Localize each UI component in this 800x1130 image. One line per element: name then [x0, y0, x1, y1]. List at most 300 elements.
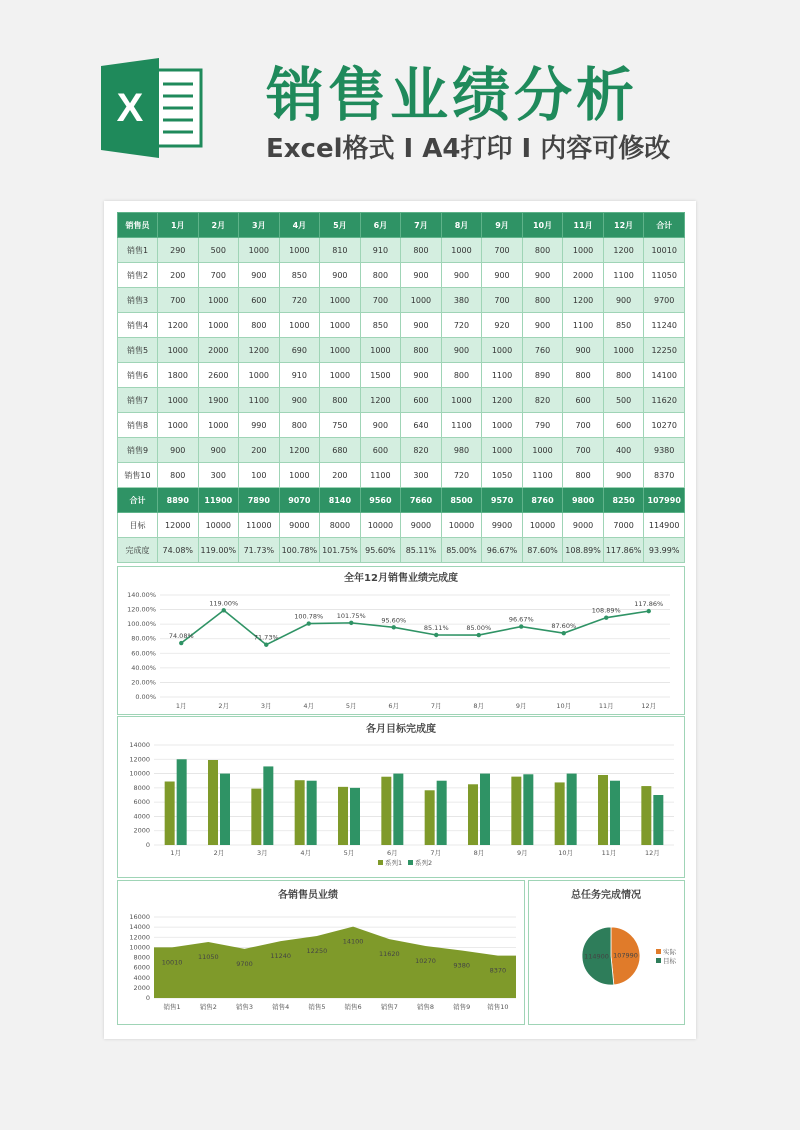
target-row: [118, 513, 685, 538]
table-cell: 1200: [603, 238, 644, 263]
y-tick-label: 12000: [129, 755, 150, 764]
table-cell: 93.99%: [644, 538, 685, 563]
table-cell: 8250: [603, 488, 644, 513]
line-point: [307, 621, 311, 625]
bar-1: [295, 780, 305, 845]
table-cell: 71.73%: [239, 538, 280, 563]
x-tick-label: 销售6: [344, 1003, 362, 1011]
table-cell: 1100: [522, 463, 563, 488]
table-cell: 800: [441, 363, 482, 388]
table-cell: 1900: [198, 388, 239, 413]
x-tick-label: 4月: [303, 702, 315, 710]
x-tick-label: 销售5: [308, 1003, 326, 1011]
x-tick-label: 10月: [558, 849, 574, 857]
table-cell: 900: [320, 263, 361, 288]
table-cell: 700: [563, 413, 604, 438]
line-point: [349, 621, 353, 625]
table-cell: 10000: [198, 513, 239, 538]
table-cell: 10010: [644, 238, 685, 263]
bar-2: [480, 774, 490, 845]
table-cell: 900: [563, 338, 604, 363]
column-header: 9月: [482, 213, 523, 238]
legend-label: 实际: [663, 948, 676, 956]
area-data-label: 8370: [489, 966, 507, 975]
table-cell: 1000: [279, 313, 320, 338]
column-header: 3月: [239, 213, 280, 238]
area-data-label: 14100: [342, 937, 364, 946]
bar-2: [307, 781, 317, 845]
table-cell: 290: [158, 238, 199, 263]
table-cell: 销售1: [118, 238, 158, 263]
y-tick-label: 2000: [133, 983, 150, 992]
page-title: 销售业绩分析: [266, 61, 639, 129]
table-cell: 销售4: [118, 313, 158, 338]
bar-1: [338, 787, 348, 845]
x-tick-label: 6月: [388, 702, 400, 710]
page-subtitle: Excel格式 I A4打印 I 内容可修改: [266, 134, 671, 164]
table-cell: 销售8: [118, 413, 158, 438]
y-tick-label: 6000: [133, 798, 150, 807]
table-cell: 95.60%: [360, 538, 401, 563]
line-data-label: 87.60%: [551, 622, 577, 631]
table-cell: 900: [522, 263, 563, 288]
line-data-label: 74.08%: [168, 632, 194, 641]
bar-1: [381, 777, 391, 845]
line-chart: [118, 567, 684, 714]
bar-2: [177, 759, 187, 845]
table-cell: 400: [603, 438, 644, 463]
area-chart-title: 各销售员业绩: [278, 890, 338, 901]
table-cell: 500: [603, 388, 644, 413]
table-cell: 920: [482, 313, 523, 338]
table-cell: 800: [360, 263, 401, 288]
column-header: 1月: [158, 213, 199, 238]
bar-2: [567, 774, 577, 845]
table-cell: 96.67%: [482, 538, 523, 563]
table-cell: 700: [482, 288, 523, 313]
table-cell: 700: [198, 263, 239, 288]
table-cell: 1000: [441, 388, 482, 413]
table-cell: 900: [239, 263, 280, 288]
table-cell: 900: [603, 288, 644, 313]
y-tick-label: 60.00%: [131, 649, 156, 658]
line-data-label: 71.73%: [253, 633, 279, 642]
legend-swatch: [656, 949, 661, 954]
table-cell: 2000: [563, 263, 604, 288]
line-data-label: 117.86%: [634, 600, 664, 609]
table-cell: 200: [239, 438, 280, 463]
table-cell: 690: [279, 338, 320, 363]
x-tick-label: 7月: [430, 702, 442, 710]
table-cell: 800: [563, 463, 604, 488]
y-tick-label: 80.00%: [131, 634, 156, 643]
column-header: 11月: [563, 213, 604, 238]
table-cell: 850: [360, 313, 401, 338]
table-cell: 900: [401, 313, 442, 338]
table-cell: 700: [360, 288, 401, 313]
table-cell: 8890: [158, 488, 199, 513]
pie-data-label: 107990: [613, 951, 638, 960]
table-cell: 12000: [158, 513, 199, 538]
table-cell: 100.78%: [279, 538, 320, 563]
line-point: [434, 633, 438, 637]
area-chart-panel: [117, 880, 525, 1025]
area-data-label: 10010: [161, 958, 183, 967]
line-data-label: 101.75%: [336, 611, 366, 620]
line-point: [392, 625, 396, 629]
x-tick-label: 销售2: [199, 1003, 217, 1011]
bar-1: [208, 760, 218, 845]
y-tick-label: 8000: [133, 953, 150, 962]
table-cell: 1000: [279, 463, 320, 488]
table-cell: 1100: [360, 463, 401, 488]
area-data-label: 11240: [270, 952, 292, 961]
table-cell: 9800: [563, 488, 604, 513]
table-cell: 9000: [279, 513, 320, 538]
table-cell: 1200: [482, 388, 523, 413]
line-data-label: 85.11%: [423, 623, 449, 632]
pie-chart-title: 总任务完成情况: [571, 890, 641, 901]
table-cell: 11900: [198, 488, 239, 513]
table-cell: 900: [401, 263, 442, 288]
x-tick-label: 11月: [601, 849, 617, 857]
table-cell: 1100: [563, 313, 604, 338]
table-cell: 720: [441, 313, 482, 338]
table-cell: 1000: [482, 438, 523, 463]
table-cell: 12250: [644, 338, 685, 363]
table-cell: 1000: [482, 338, 523, 363]
line-point: [222, 608, 226, 612]
table-cell: 1000: [320, 288, 361, 313]
table-cell: 1000: [158, 338, 199, 363]
table-cell: 810: [320, 238, 361, 263]
bar-2: [393, 774, 403, 845]
table-cell: 820: [401, 438, 442, 463]
table-cell: 800: [401, 338, 442, 363]
table-cell: 800: [563, 363, 604, 388]
table-cell: 910: [279, 363, 320, 388]
table-cell: 9070: [279, 488, 320, 513]
bar-2: [263, 766, 273, 845]
x-tick-label: 销售9: [453, 1003, 471, 1011]
table-cell: 9570: [482, 488, 523, 513]
table-cell: 300: [401, 463, 442, 488]
table-row: [118, 463, 685, 488]
hero-banner: [0, 0, 800, 200]
table-cell: 800: [239, 313, 280, 338]
x-tick-label: 销售8: [416, 1003, 435, 1011]
x-tick-label: 9月: [515, 702, 527, 710]
table-cell: 8000: [320, 513, 361, 538]
x-tick-label: 3月: [260, 702, 272, 710]
table-cell: 9900: [482, 513, 523, 538]
table-cell: 1100: [603, 263, 644, 288]
area-data-label: 11050: [197, 953, 219, 962]
x-tick-label: 2月: [218, 702, 230, 710]
table-cell: 800: [522, 238, 563, 263]
rate-row: [118, 538, 685, 563]
table-cell: 8500: [441, 488, 482, 513]
table-cell: 900: [441, 338, 482, 363]
table-cell: 1000: [603, 338, 644, 363]
table-cell: 800: [401, 238, 442, 263]
excel-icon: [101, 58, 205, 158]
table-cell: 900: [401, 363, 442, 388]
table-cell: 销售3: [118, 288, 158, 313]
x-tick-label: 12月: [644, 849, 660, 857]
table-cell: 100: [239, 463, 280, 488]
table-cell: 1000: [441, 238, 482, 263]
area-data-label: 11620: [378, 950, 400, 959]
table-cell: 1050: [482, 463, 523, 488]
legend-label: 系列1: [385, 859, 403, 867]
table-cell: 1000: [320, 338, 361, 363]
table-row: [118, 263, 685, 288]
table-cell: 10000: [360, 513, 401, 538]
column-header: 5月: [320, 213, 361, 238]
area-data-label: 12250: [306, 946, 328, 955]
table-cell: 720: [441, 463, 482, 488]
table-cell: 640: [401, 413, 442, 438]
bar-2: [350, 788, 360, 845]
y-tick-label: 14000: [129, 741, 150, 749]
table-cell: 1000: [158, 413, 199, 438]
y-tick-label: 4000: [133, 812, 150, 821]
line-chart-title: 全年12月销售业绩完成度: [344, 573, 458, 584]
table-cell: 2600: [198, 363, 239, 388]
table-cell: 900: [441, 263, 482, 288]
x-tick-label: 销售4: [272, 1003, 290, 1011]
x-tick-label: 5月: [343, 849, 355, 857]
table-cell: 1000: [401, 288, 442, 313]
table-cell: 1200: [360, 388, 401, 413]
table-cell: 10000: [522, 513, 563, 538]
line-point: [519, 624, 523, 628]
table-cell: 790: [522, 413, 563, 438]
total-row: [118, 488, 685, 513]
y-tick-label: 4000: [133, 973, 150, 982]
legend-label: 目标: [663, 957, 676, 965]
table-cell: 8140: [320, 488, 361, 513]
column-header: 8月: [441, 213, 482, 238]
x-tick-label: 3月: [257, 849, 268, 857]
table-cell: 10270: [644, 413, 685, 438]
table-cell: 600: [563, 388, 604, 413]
table-cell: 900: [198, 438, 239, 463]
bar-2: [437, 781, 447, 845]
table-row: [118, 388, 685, 413]
y-tick-label: 14000: [129, 923, 150, 932]
table-cell: 14100: [644, 363, 685, 388]
y-tick-label: 100.00%: [127, 620, 156, 629]
table-cell: 11620: [644, 388, 685, 413]
y-tick-label: 10000: [129, 943, 150, 952]
table-cell: 117.86%: [603, 538, 644, 563]
line-point: [179, 641, 183, 645]
table-cell: 87.60%: [522, 538, 563, 563]
pie-data-label: 114900: [584, 952, 609, 961]
table-cell: 1000: [522, 438, 563, 463]
x-tick-label: 4月: [300, 849, 311, 857]
table-cell: 1000: [563, 238, 604, 263]
table-cell: 107990: [644, 488, 685, 513]
table-cell: 1100: [441, 413, 482, 438]
table-cell: 1000: [360, 338, 401, 363]
table-cell: 900: [603, 463, 644, 488]
table-cell: 800: [603, 363, 644, 388]
table-row: [118, 338, 685, 363]
table-cell: 900: [158, 438, 199, 463]
table-cell: 销售7: [118, 388, 158, 413]
table-cell: 101.75%: [320, 538, 361, 563]
table-row: [118, 363, 685, 388]
table-cell: 990: [239, 413, 280, 438]
table-cell: 9000: [401, 513, 442, 538]
table-cell: 9560: [360, 488, 401, 513]
table-cell: 1200: [563, 288, 604, 313]
table-cell: 820: [522, 388, 563, 413]
legend-swatch: [408, 860, 413, 865]
table-row: [118, 413, 685, 438]
table-cell: 7000: [603, 513, 644, 538]
table-cell: 1800: [158, 363, 199, 388]
line-point: [604, 615, 608, 619]
column-header: 7月: [401, 213, 442, 238]
table-cell: 1000: [158, 388, 199, 413]
table-cell: 1000: [482, 413, 523, 438]
bar-1: [425, 790, 435, 845]
table-cell: 1000: [320, 313, 361, 338]
table-header-row: [118, 213, 685, 238]
x-tick-label: 销售1: [163, 1003, 181, 1011]
table-cell: 114900: [644, 513, 685, 538]
x-tick-label: 8月: [473, 849, 485, 857]
line-data-label: 119.00%: [209, 599, 239, 608]
table-cell: 85.11%: [401, 538, 442, 563]
bar-2: [220, 774, 230, 845]
line-series: [181, 610, 649, 644]
y-tick-label: 12000: [129, 933, 150, 942]
table-cell: 11000: [239, 513, 280, 538]
legend-label: 系列2: [415, 859, 433, 867]
y-tick-label: 140.00%: [127, 591, 156, 599]
table-cell: 108.89%: [563, 538, 604, 563]
x-tick-label: 销售10: [487, 1003, 509, 1011]
table-cell: 380: [441, 288, 482, 313]
table-cell: 980: [441, 438, 482, 463]
bar-2: [523, 774, 533, 845]
table-cell: 760: [522, 338, 563, 363]
table-cell: 1000: [198, 413, 239, 438]
table-cell: 800: [158, 463, 199, 488]
table-row: [118, 313, 685, 338]
table-cell: 销售9: [118, 438, 158, 463]
x-tick-label: 销售3: [235, 1003, 254, 1011]
y-tick-label: 120.00%: [127, 605, 156, 614]
bar-chart-title: 各月目标完成度: [366, 724, 436, 735]
column-header: 12月: [603, 213, 644, 238]
x-tick-label: 10月: [556, 702, 572, 710]
line-chart-panel: [117, 566, 685, 715]
table-cell: 1100: [482, 363, 523, 388]
y-tick-label: 20.00%: [131, 678, 156, 687]
y-tick-label: 8000: [133, 783, 150, 792]
table-cell: 销售2: [118, 263, 158, 288]
y-tick-label: 0: [145, 994, 150, 1002]
bar-2: [610, 781, 620, 845]
table-cell: 9380: [644, 438, 685, 463]
table-cell: 11050: [644, 263, 685, 288]
area-data-label: 10270: [415, 957, 436, 966]
table-cell: 900: [482, 263, 523, 288]
line-data-label: 100.78%: [294, 612, 324, 621]
table-cell: 900: [522, 313, 563, 338]
table-cell: 850: [603, 313, 644, 338]
x-tick-label: 销售7: [380, 1003, 398, 1011]
bar-1: [468, 784, 478, 845]
table-cell: 700: [482, 238, 523, 263]
table-cell: 10000: [441, 513, 482, 538]
line-point: [562, 631, 566, 635]
table-cell: 200: [158, 263, 199, 288]
x-tick-label: 9月: [517, 849, 528, 857]
table-cell: 1200: [158, 313, 199, 338]
excel-icon-letter: X: [116, 86, 144, 130]
y-tick-label: 0: [145, 841, 150, 849]
line-point: [264, 643, 268, 647]
y-tick-label: 16000: [129, 913, 150, 921]
table-cell: 500: [198, 238, 239, 263]
table-cell: 1200: [279, 438, 320, 463]
bar-2: [653, 795, 663, 845]
table-cell: 800: [279, 413, 320, 438]
table-cell: 200: [320, 463, 361, 488]
column-header: 2月: [198, 213, 239, 238]
table-cell: 910: [360, 238, 401, 263]
table-cell: 800: [522, 288, 563, 313]
table-cell: 900: [360, 413, 401, 438]
table-cell: 11240: [644, 313, 685, 338]
table-cell: 850: [279, 263, 320, 288]
line-point: [647, 609, 651, 613]
sales-table: [117, 212, 685, 563]
table-cell: 1000: [198, 288, 239, 313]
table-cell: 1000: [198, 313, 239, 338]
table-cell: 目标: [118, 513, 158, 538]
x-tick-label: 2月: [213, 849, 225, 857]
table-row: [118, 288, 685, 313]
table-cell: 900: [279, 388, 320, 413]
table-cell: 600: [360, 438, 401, 463]
table-row: [118, 438, 685, 463]
table-cell: 销售6: [118, 363, 158, 388]
x-tick-label: 12月: [641, 702, 657, 710]
table-cell: 800: [320, 388, 361, 413]
line-point: [477, 633, 481, 637]
table-cell: 1200: [239, 338, 280, 363]
table-cell: 1500: [360, 363, 401, 388]
x-tick-label: 1月: [175, 702, 187, 710]
column-header: 销售员: [118, 213, 158, 238]
table-cell: 85.00%: [441, 538, 482, 563]
y-tick-label: 40.00%: [131, 663, 156, 672]
table-cell: 销售10: [118, 463, 158, 488]
bar-chart: [118, 717, 684, 877]
line-data-label: 95.60%: [381, 616, 407, 625]
y-tick-label: 2000: [133, 826, 150, 835]
table-cell: 680: [320, 438, 361, 463]
table-cell: 8370: [644, 463, 685, 488]
